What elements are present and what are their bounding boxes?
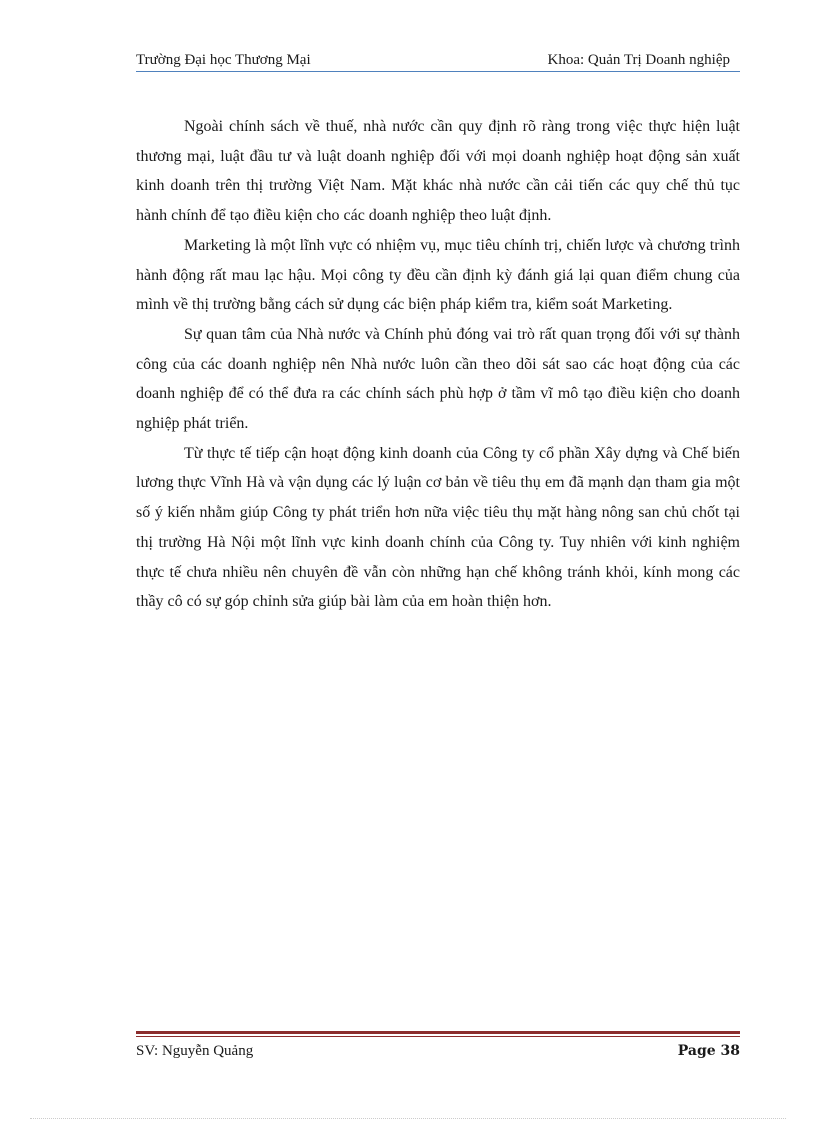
footer-divider-thin — [136, 1036, 740, 1037]
footer-divider-thick — [136, 1031, 740, 1034]
paragraph: Ngoài chính sách về thuế, nhà nước cần quy định rõ ràng trong việc thực hiện luật thương mại, luật đầu tư và luật doanh nghiệp đối với mọi doanh nghiệp hoạt động sản xuất kinh doanh trên thị trường Việt Nam. Mặt khác nhà nước cần cải tiến các quy chế thủ tục hành chính để tạo điều kiện cho các doanh nghiệp theo luật định. — [136, 118, 740, 225]
header-university: Trường Đại học Thương Mại — [136, 52, 311, 68]
header-divider — [136, 71, 740, 72]
paragraph: Sự quan tâm của Nhà nước và Chính phủ đóng vai trò rất quan trọng đối với sự thành công của các doanh nghiệp nên Nhà nước luôn cần theo dõi sát sao các hoạt động của các doanh nghiệp để có thể đưa ra các chính sách phù hợp ở tầm vĩ mô tạo điều kiện cho doanh nghiệp phát triển. — [136, 325, 740, 433]
page-number: Page 38 — [677, 1043, 740, 1059]
page-bottom-edge — [30, 1118, 786, 1119]
paragraph: Marketing là một lĩnh vực có nhiệm vụ, mục tiêu chính trị, chiến lược và chương trình hành động rất mau lạc hậu. Mọi công ty đều cần định kỳ đánh giá lại quan điểm chung của mình về thị trường bằng cách sử dụng các biện pháp kiểm tra, kiểm soát Marketing. — [136, 236, 740, 314]
paragraph: Từ thực tế tiếp cận hoạt động kinh doanh của Công ty cổ phần Xây dựng và Chế biến lương thực Vĩnh Hà và vận dụng các lý luận cơ bản về tiêu thụ em đã mạnh dạn tham gia một số ý kiến nhằm giúp Công ty phát triển hơn nữa việc tiêu thụ mặt hàng nông san chủ chốt tại thị trường Hà Nội một lĩnh vực kinh doanh chính của Công ty. Tuy nhiên với kinh nghiệm thực tế chưa nhiều nên chuyên đề vẫn còn những hạn chế không tránh khỏi, kính mong các thầy cô có sự góp chỉnh sửa giúp bài làm của em hoàn thiện hơn. — [136, 444, 740, 611]
header-faculty: Khoa: Quản Trị Doanh nghiệp — [547, 52, 730, 68]
header-bar — [136, 50, 740, 70]
footer-student: SV: Nguyễn Quảng — [136, 1043, 254, 1059]
document-body — [136, 112, 740, 617]
